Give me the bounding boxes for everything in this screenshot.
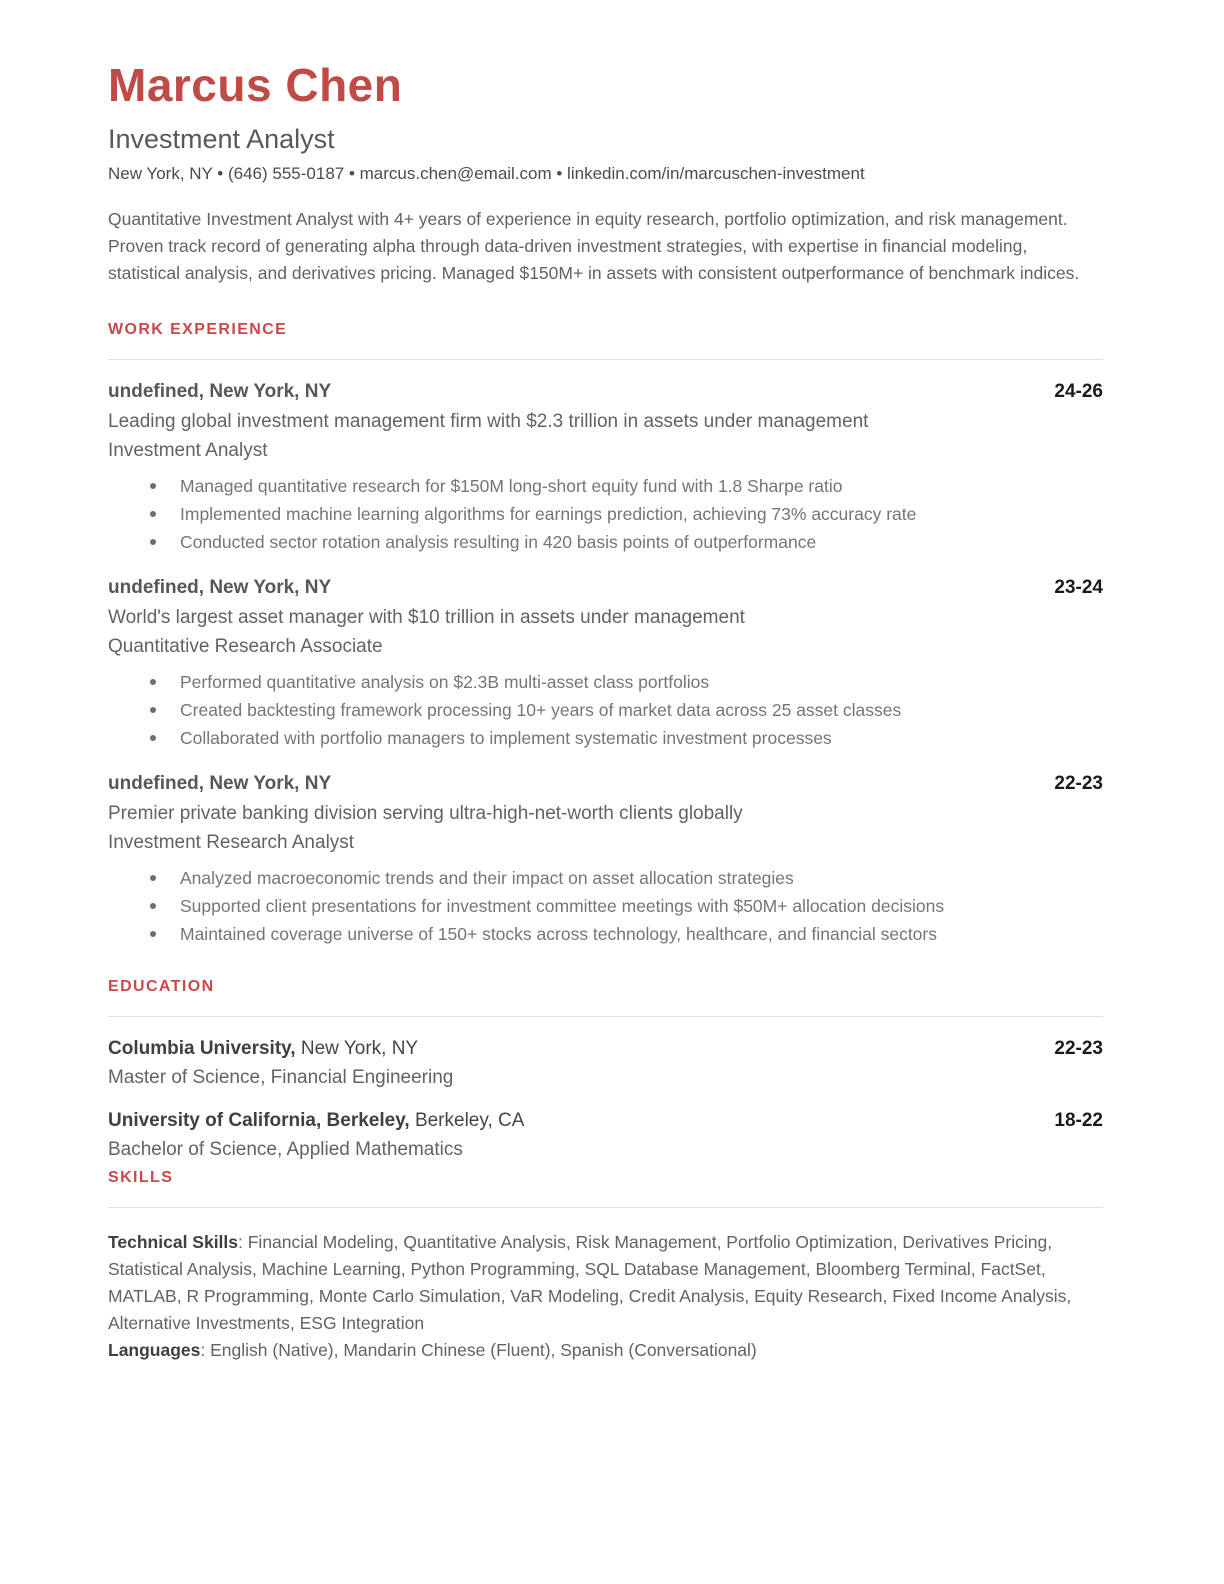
section-divider [108,1207,1103,1208]
contact-line: New York, NY • (646) 555-0187 • marcus.chen@email.com • linkedin.com/in/marcuschen-investment [108,163,865,183]
bullet-item: Managed quantitative research for $150M long-short equity fund with 1.8 Sharpe ratio [108,472,1103,500]
section-heading-skills: SKILLS [108,1168,174,1186]
bullet-item: Supported client presentations for investment committee meetings with $50M+ allocation decisions [108,892,1103,920]
skills-block [108,1229,1103,1364]
education-dates: 18-22 [1054,1109,1103,1131]
education-dates: 22-23 [1054,1037,1103,1059]
education-header-row [108,1110,1103,1132]
job-company: undefined, New York, NY [108,772,332,794]
section-divider [108,359,1103,360]
candidate-title: Investment Analyst [108,123,335,154]
section-skills [108,1169,1103,1364]
job-bullet-list [108,472,1103,556]
candidate-name: Marcus Chen [108,59,403,111]
job-bullet-list [108,668,1103,752]
education-location: Berkeley, CA [414,1109,525,1131]
job-bullet-list [108,864,1103,948]
section-divider [108,1016,1103,1017]
resume-header [108,60,1103,287]
job-entry [108,773,1103,948]
job-description: Leading global investment management firm with $2.3 trillion in assets under management [108,410,869,432]
job-dates: 24-26 [1054,380,1103,402]
job-dates: 22-23 [1054,772,1103,794]
job-title: Investment Analyst [108,439,268,461]
section-heading-work-experience: WORK EXPERIENCE [108,320,288,338]
bullet-item: Analyzed macroeconomic trends and their impact on asset allocation strategies [108,864,1103,892]
skill-value: : Financial Modeling, Quantitative Analysis, Risk Management, Portfolio Optimization, Derivatives Pricing, Statistical Analysis, Machine Learning, Python Programming, SQL Database Management, Bloomberg Terminal, FactSet, MATLAB, R Programming, Monte Carlo Simulation, VaR Modeling, Credit Analysis, Equity Research, Fixed Income Analysis, Alternative Investments, ESG Integration [108,1231,1072,1333]
job-dates: 23-24 [1054,576,1103,598]
section-heading-education: EDUCATION [108,977,215,995]
bullet-item: Collaborated with portfolio managers to implement systematic investment processes [108,724,1103,752]
summary-paragraph: Quantitative Investment Analyst with 4+ years of experience in equity research, portfolio optimization, and risk management. Proven track record of generating alpha through data-driven investment strategies, with expertise in financial modeling, statistical analysis, and derivatives pricing. Managed $150M+ in assets with consistent outperformance of benchmark indices. [108,208,1080,283]
bullet-item: Created backtesting framework processing 10+ years of market data across 25 asset classes [108,696,1103,724]
skill-line-languages [108,1337,1103,1364]
job-entry [108,381,1103,556]
bullet-item: Performed quantitative analysis on $2.3B multi-asset class portfolios [108,668,1103,696]
job-header-row [108,381,1103,403]
bullet-item: Maintained coverage universe of 150+ stocks across technology, healthcare, and financial sectors [108,920,1103,948]
job-header-row [108,577,1103,599]
education-header-row [108,1038,1103,1060]
job-title: Investment Research Analyst [108,831,355,853]
education-degree: Bachelor of Science, Applied Mathematics [108,1138,463,1160]
education-school: Columbia University, [108,1037,296,1059]
education-school: University of California, Berkeley, [108,1109,410,1131]
education-degree: Master of Science, Financial Engineering [108,1066,454,1088]
skill-value: : English (Native), Mandarin Chinese (Fluent), Spanish (Conversational) [200,1339,757,1360]
education-entry [108,1038,1103,1089]
skill-label: Technical Skills [108,1231,239,1252]
section-education [108,978,1103,1161]
skill-label: Languages [108,1339,201,1360]
bullet-item: Conducted sector rotation analysis resulting in 420 basis points of outperformance [108,528,1103,556]
skill-line-technical [108,1229,1103,1337]
job-header-row [108,773,1103,795]
job-title: Quantitative Research Associate [108,635,383,657]
job-company: undefined, New York, NY [108,576,332,598]
section-work-experience [108,321,1103,948]
education-school-line [108,1110,524,1132]
education-school-line [108,1038,418,1060]
job-description: Premier private banking division serving ultra-high-net-worth clients globally [108,802,743,824]
job-company: undefined, New York, NY [108,380,332,402]
job-entry [108,577,1103,752]
job-description: World's largest asset manager with $10 trillion in assets under management [108,606,745,628]
bullet-item: Implemented machine learning algorithms for earnings prediction, achieving 73% accuracy rate [108,500,1103,528]
education-entry [108,1110,1103,1161]
education-location: New York, NY [300,1037,419,1059]
